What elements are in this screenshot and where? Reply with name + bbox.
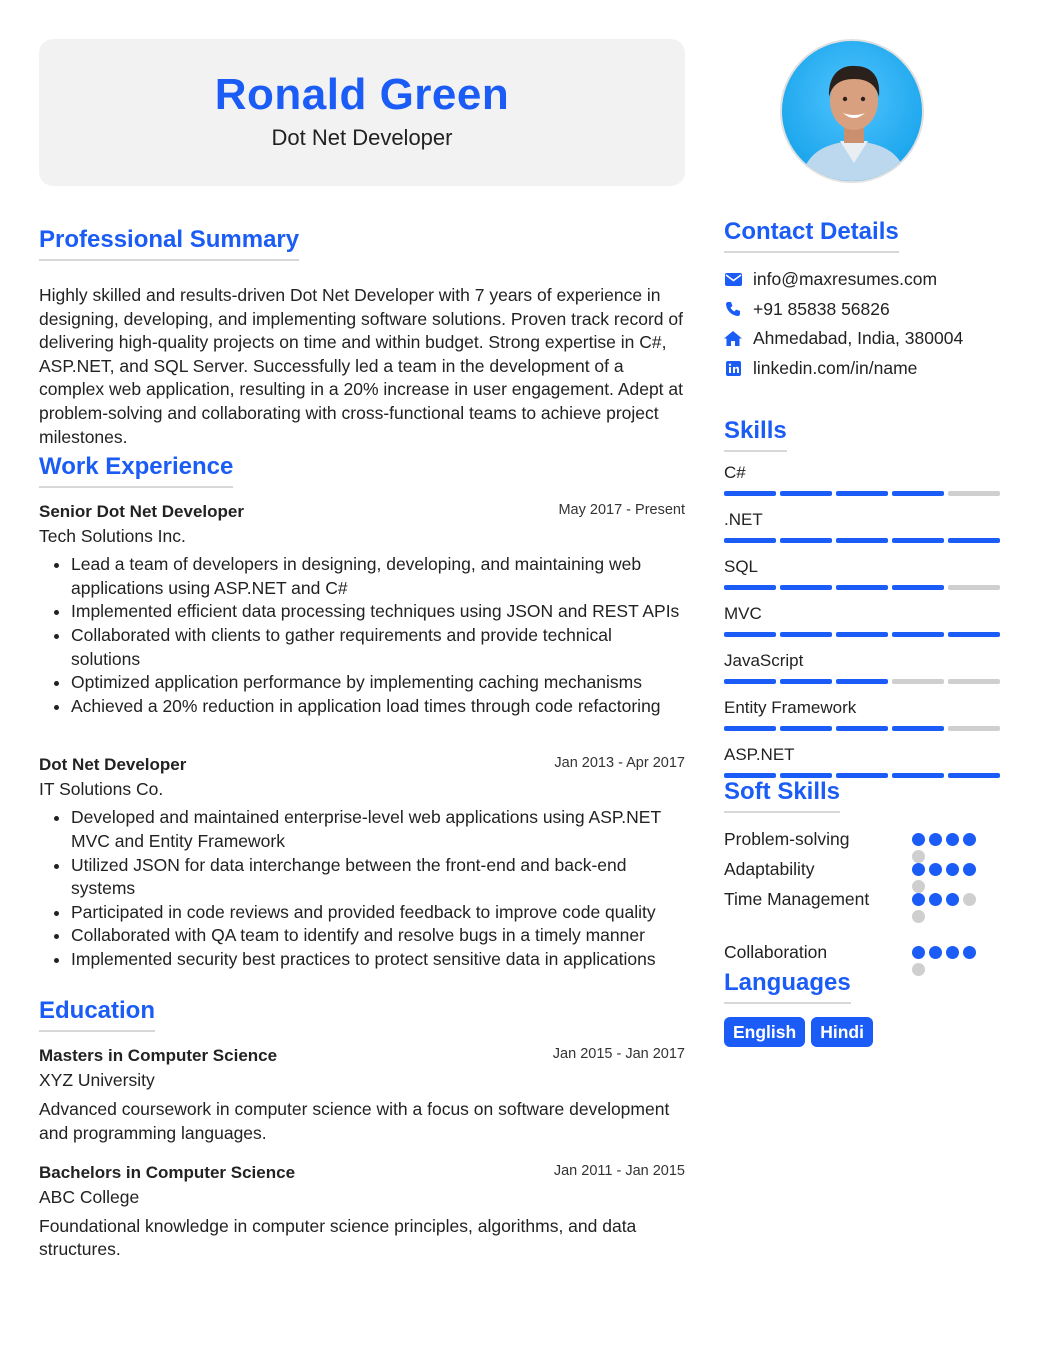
avatar bbox=[780, 39, 924, 183]
soft-skill-rating bbox=[912, 893, 984, 923]
skill-name: .NET bbox=[724, 510, 763, 530]
contact-email[interactable] bbox=[724, 265, 1004, 295]
soft-skill-item bbox=[724, 887, 1004, 917]
skill-level-segment bbox=[836, 491, 888, 496]
skill-level-segment bbox=[948, 679, 1000, 684]
list-item: • Optimized application performance by implementing caching mechanisms bbox=[71, 671, 685, 695]
job-company: IT Solutions Co. bbox=[39, 779, 164, 800]
skill-level-segment bbox=[724, 726, 776, 731]
skill-level-segment bbox=[948, 726, 1000, 731]
skill-level-segment bbox=[724, 585, 776, 590]
skill-item bbox=[724, 603, 1004, 637]
skill-level-segment bbox=[836, 773, 888, 778]
envelope-icon bbox=[724, 271, 742, 289]
sidebar bbox=[724, 39, 1004, 1047]
list-item: • Collaborated with QA team to identify and resolve bugs in a timely manner bbox=[71, 924, 685, 948]
skill-name: C# bbox=[724, 463, 746, 483]
skills-heading: Skills bbox=[724, 416, 787, 452]
soft-skill-name: Collaboration bbox=[724, 942, 828, 963]
job-entry bbox=[39, 500, 685, 718]
education-date: Jan 2011 - Jan 2015 bbox=[553, 1162, 685, 1179]
address-text: Ahmedabad, India, 380004 bbox=[753, 328, 964, 349]
soft-skills-list bbox=[724, 827, 1004, 969]
education-section bbox=[39, 996, 685, 1261]
skill-level-bar bbox=[724, 679, 1004, 684]
job-date: Jan 2013 - Apr 2017 bbox=[554, 755, 685, 772]
skill-level-segment bbox=[948, 491, 1000, 496]
skill-level-segment bbox=[948, 585, 1000, 590]
skill-level-segment bbox=[724, 632, 776, 637]
skill-name: ASP.NET bbox=[724, 745, 795, 765]
contact-linkedin[interactable] bbox=[724, 354, 1004, 384]
job-title: Dot Net Developer bbox=[39, 755, 187, 775]
skill-level-segment bbox=[948, 538, 1000, 543]
soft-skill-item bbox=[724, 857, 1004, 887]
education-desc: Advanced coursework in computer science with a focus on software development and programming languages. bbox=[39, 1099, 670, 1144]
education-entry bbox=[39, 1161, 685, 1262]
skill-level-segment bbox=[836, 632, 888, 637]
experience-heading: Work Experience bbox=[39, 452, 233, 488]
person-photo-icon bbox=[782, 41, 924, 183]
education-date: Jan 2015 - Jan 2017 bbox=[552, 1046, 685, 1063]
skill-level-segment bbox=[892, 773, 944, 778]
rating-dot bbox=[963, 946, 976, 959]
skill-level-segment bbox=[780, 726, 832, 731]
soft-skills-heading: Soft Skills bbox=[724, 777, 840, 813]
skill-level-segment bbox=[780, 679, 832, 684]
summary-heading: Professional Summary bbox=[39, 225, 299, 261]
skill-level-bar bbox=[724, 491, 1004, 496]
main-column bbox=[39, 39, 685, 1262]
skill-level-bar bbox=[724, 585, 1004, 590]
skill-item bbox=[724, 697, 1004, 731]
skill-name: JavaScript bbox=[724, 651, 804, 671]
languages-list bbox=[724, 1017, 1004, 1047]
rating-dot bbox=[929, 863, 942, 876]
rating-dot bbox=[946, 833, 959, 846]
school-name: XYZ University bbox=[39, 1070, 155, 1091]
language-badge: Hindi bbox=[811, 1017, 873, 1047]
skill-level-segment bbox=[724, 679, 776, 684]
rating-dot bbox=[912, 863, 925, 876]
contact-section bbox=[724, 217, 1004, 383]
skill-level-bar bbox=[724, 726, 1004, 731]
summary-text: Highly skilled and results-driven Dot Net Developer with 7 years of experience in designing, developing, and implementing software solutions. Proven track record of delivering high-quality projects on time and within budget. Strong expertise in C#, ASP.NET, and SQL Server. Successfully led a team in the development of a complex web application, resulting in a 20% increase in user engagement. Adept at problem-solving and collaborating with cross-functional teams to achieve project milestones. bbox=[39, 285, 684, 447]
rating-dot bbox=[963, 863, 976, 876]
summary-section bbox=[39, 225, 685, 449]
skill-level-segment bbox=[836, 679, 888, 684]
rating-dot bbox=[929, 833, 942, 846]
skill-level-segment bbox=[892, 491, 944, 496]
skills-section bbox=[724, 416, 1004, 778]
rating-dot bbox=[946, 893, 959, 906]
rating-dot bbox=[912, 893, 925, 906]
rating-dot bbox=[912, 946, 925, 959]
skill-level-segment bbox=[892, 726, 944, 731]
education-entry bbox=[39, 1044, 685, 1145]
candidate-role: Dot Net Developer bbox=[271, 125, 453, 150]
contact-address bbox=[724, 324, 1004, 354]
language-badge: English bbox=[724, 1017, 805, 1047]
contact-heading: Contact Details bbox=[724, 217, 899, 253]
soft-skill-item bbox=[724, 940, 1004, 970]
list-item: • Participated in code reviews and provided feedback to improve code quality bbox=[71, 901, 685, 925]
list-item: • Utilized JSON for data interchange between the front-end and back-end systems bbox=[71, 854, 685, 901]
list-item: • Implemented security best practices to protect sensitive data in applications bbox=[71, 948, 685, 972]
linkedin-icon bbox=[724, 360, 742, 378]
job-title: Senior Dot Net Developer bbox=[39, 502, 244, 522]
skill-level-segment bbox=[724, 538, 776, 543]
skill-name: MVC bbox=[724, 604, 762, 624]
contact-phone[interactable] bbox=[724, 295, 1004, 325]
skill-level-segment bbox=[836, 585, 888, 590]
email-text: info@maxresumes.com bbox=[753, 269, 938, 290]
education-heading: Education bbox=[39, 996, 155, 1032]
list-item: • Lead a team of developers in designing, developing, and maintaining web applications using ASP.NET and C# bbox=[71, 553, 685, 600]
rating-dot bbox=[963, 893, 976, 906]
rating-dot bbox=[912, 963, 925, 976]
skill-item bbox=[724, 509, 1004, 543]
skill-level-segment bbox=[892, 538, 944, 543]
job-bullets bbox=[39, 553, 685, 718]
phone-text: +91 85838 56826 bbox=[753, 298, 890, 319]
skill-level-segment bbox=[892, 585, 944, 590]
skill-level-segment bbox=[892, 632, 944, 637]
phone-icon bbox=[724, 300, 742, 318]
skill-level-segment bbox=[948, 773, 1000, 778]
candidate-name: Ronald Green bbox=[214, 70, 510, 119]
list-item: • Implemented efficient data processing techniques using JSON and REST APIs bbox=[71, 600, 685, 624]
rating-dot bbox=[963, 833, 976, 846]
home-icon bbox=[724, 330, 742, 348]
languages-heading: Languages bbox=[724, 968, 851, 1004]
soft-skill-name: Problem-solving bbox=[724, 829, 850, 850]
job-company: Tech Solutions Inc. bbox=[39, 526, 186, 547]
resume-header bbox=[39, 39, 685, 186]
list-item: • Collaborated with clients to gather requirements and provide technical solutions bbox=[71, 624, 685, 671]
skill-item bbox=[724, 650, 1004, 684]
skill-level-segment bbox=[948, 632, 1000, 637]
soft-skill-name: Time Management bbox=[724, 888, 870, 909]
job-bullets bbox=[39, 806, 685, 971]
skill-level-segment bbox=[780, 632, 832, 637]
school-name: ABC College bbox=[39, 1186, 140, 1207]
degree-title: Masters in Computer Science bbox=[39, 1046, 278, 1066]
rating-dot bbox=[946, 946, 959, 959]
skill-item bbox=[724, 744, 1004, 778]
skill-level-segment bbox=[780, 491, 832, 496]
job-entry bbox=[39, 753, 685, 971]
rating-dot bbox=[912, 833, 925, 846]
soft-skill-name: Adaptability bbox=[724, 858, 815, 879]
skill-name: Entity Framework bbox=[724, 698, 857, 718]
skill-level-bar bbox=[724, 632, 1004, 637]
list-item: • Achieved a 20% reduction in application load times through code refactoring bbox=[71, 695, 685, 719]
skill-level-segment bbox=[780, 538, 832, 543]
rating-dot bbox=[929, 946, 942, 959]
skill-level-segment bbox=[836, 726, 888, 731]
skill-level-segment bbox=[724, 491, 776, 496]
rating-dot bbox=[929, 893, 942, 906]
skill-item bbox=[724, 462, 1004, 496]
languages-section bbox=[724, 968, 1004, 1047]
skill-level-bar bbox=[724, 538, 1004, 543]
list-item: • Developed and maintained enterprise-level web applications using ASP.NET MVC and Entity Framework bbox=[71, 806, 685, 853]
soft-skills-section bbox=[724, 777, 1004, 969]
rating-dot bbox=[912, 910, 925, 923]
rating-dot bbox=[946, 863, 959, 876]
linkedin-text: linkedin.com/in/name bbox=[753, 358, 918, 379]
skill-item bbox=[724, 556, 1004, 590]
skills-list bbox=[724, 462, 1004, 778]
soft-skill-item bbox=[724, 827, 1004, 857]
skill-level-segment bbox=[836, 538, 888, 543]
skill-name: SQL bbox=[724, 557, 759, 577]
job-date: May 2017 - Present bbox=[558, 502, 685, 519]
soft-skill-rating bbox=[912, 946, 984, 976]
skill-level-segment bbox=[780, 585, 832, 590]
degree-title: Bachelors in Computer Science bbox=[39, 1162, 296, 1182]
experience-section bbox=[39, 452, 685, 971]
skill-level-segment bbox=[892, 679, 944, 684]
education-desc: Foundational knowledge in computer science principles, algorithms, and data structures. bbox=[39, 1215, 637, 1260]
